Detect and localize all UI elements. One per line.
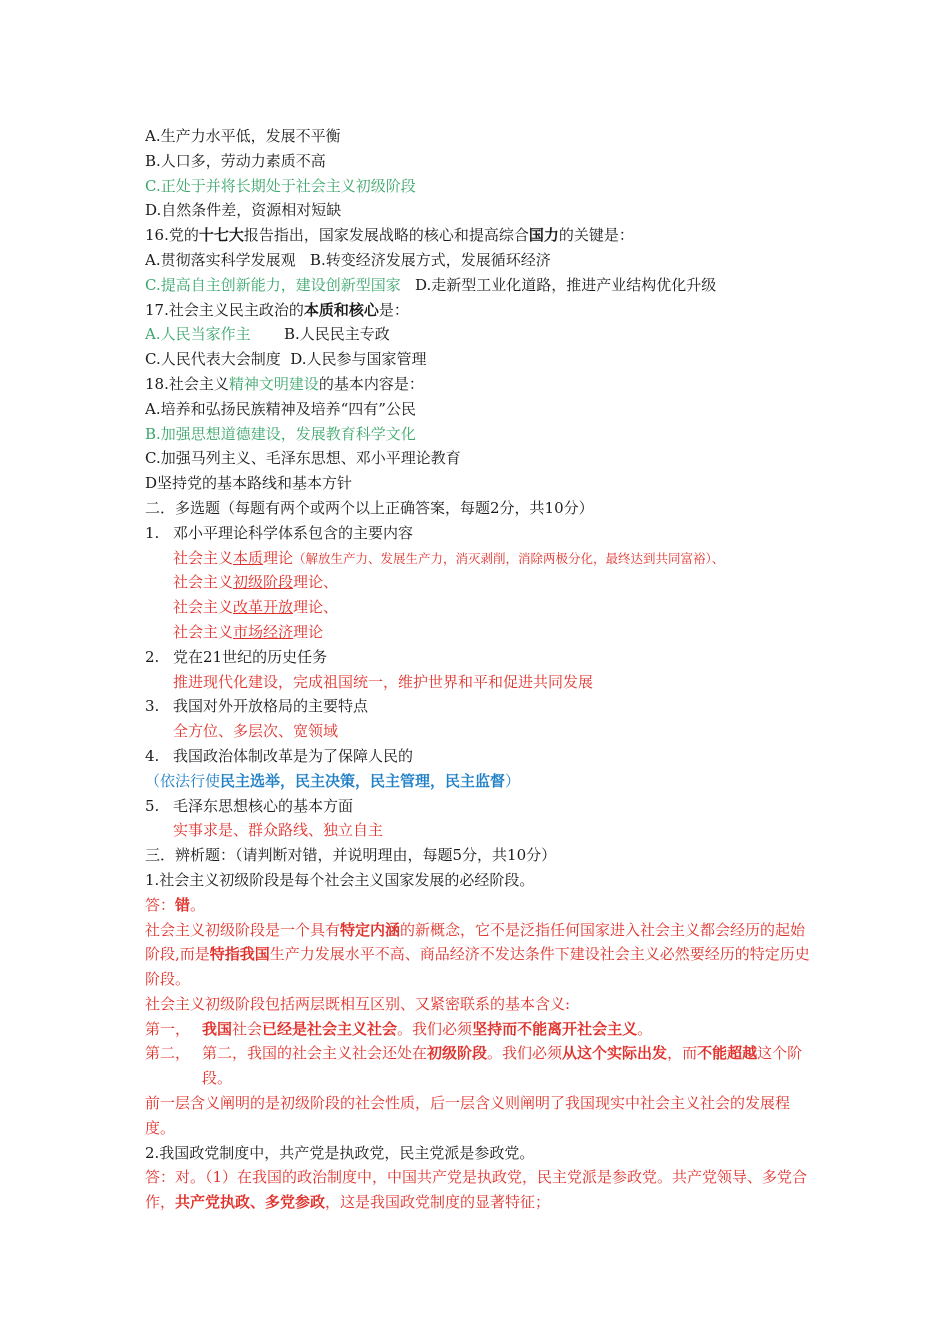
q17-option-b: B.人民民主专政 [284,325,390,344]
q18-option-d: D坚持党的基本路线和基本方针 [145,474,353,493]
s3-q2: 2.我国政党制度中，共产党是执政党，民主党派是参政党。 [145,1143,535,1162]
s2-q1: 1. 邓小平理论科学体系包含的主要内容 [145,523,414,542]
q15-option-c-answer: C.正处于并将长期处于社会主义初级阶段 [145,176,416,195]
q16-option-b: B.转变经济发展方式，发展循环经济 [309,250,551,269]
s3-q1-paragraph-1: 社会主义初级阶段是一个具有特定内涵的新概念，它不是泛指任何国家进入社会主义都会经历的起始阶段,而是特指我国生产力发展水平不高、商品经济不发达条件下建设社会主义必然要经历的特定历史阶段。 [145,920,810,989]
q17-option-a-answer: A.人民当家作主 [145,325,251,344]
q16-option-a: A.贯彻落实科学发展观 [145,250,296,269]
q17-options-cd [145,347,810,372]
s3-q1-answer: 答：错。 [145,895,206,914]
s2-q1-answer-1: 社会主义本质理论（解放生产力、发展生产力，消灭剥削，消除两极分化，最终达到共同富裕）、 [173,548,725,567]
s2-q1-answer-3: 社会主义改革开放理论、 [173,598,339,617]
s3-q1: 1.社会主义初级阶段是每个社会主义国家发展的必经阶段。 [145,870,535,889]
q16-options-ab [145,248,810,273]
s3-q2-answer: 答：对。（1）在我国的政治制度中，中国共产党是执政党，民主党派是参政党。共产党领导、多党合作，共产党执政、多党参政，这是我国政党制度的显著特征； [145,1168,808,1212]
s2-q2: 2. 党在21世纪的历史任务 [145,647,328,666]
section2-title: 二．多选题（每题有两个或两个以上正确答案，每题2分，共10分） [145,498,594,517]
s2-q5: 5. 毛泽东思想核心的基本方面 [145,796,354,815]
q17-options-ab [145,322,810,347]
s2-q5-answer: 实事求是、群众路线、独立自主 [173,821,384,840]
q15-option-b: B.人口多，劳动力素质不高 [145,151,326,170]
s3-q1-point-1: 第一， 我国社会已经是社会主义社会。我们必须坚持而不能离开社会主义。 [145,1019,653,1038]
q18-option-b-answer: B.加强思想道德建设，发展教育科学文化 [145,424,416,443]
s3-q1-paragraph-2: 社会主义初级阶段包括两层既相互区别、又紧密联系的基本含义: [145,994,571,1013]
q18-question: 18.社会主义精神文明建设的基本内容是： [145,374,424,393]
q18-option-c: C.加强马列主义、毛泽东思想、邓小平理论教育 [145,449,461,468]
q16-options-cd [145,273,810,298]
q18-option-a: A.培养和弘扬民族精神及培养“四有”公民 [145,399,416,418]
q17-question: 17.社会主义民主政治的本质和核心是： [145,300,409,319]
s2-q4-answer: （依法行使民主选举，民主决策，民主管理，民主监督） [145,771,521,790]
s2-q2-answer: 推进现代化建设，完成祖国统一，维护世界和平和促进共同发展 [173,672,594,691]
q15-option-a: A.生产力水平低，发展不平衡 [145,127,341,145]
s2-q3: 3. 我国对外开放格局的主要特点 [145,697,369,716]
q16-option-c-answer: C.提高自主创新能力，建设创新型国家 [145,275,401,294]
q16-option-d: D.走新型工业化道路，推进产业结构优化升级 [415,275,717,294]
q17-option-c: C.人民代表大会制度 [145,350,281,369]
q16-question: 16.党的十七大报告指出，国家发展战略的核心和提高综合国力的关键是： [145,226,634,245]
s2-q3-answer: 全方位、多层次、宽领域 [173,722,339,741]
s2-q4: 4. 我国政治体制改革是为了保障人民的 [145,746,414,765]
s3-q1-point-2: 第二， 第二，我国的社会主义社会还处在初级阶段。我们必须从这个实际出发，而不能超越这个阶段。 [145,1044,803,1088]
s2-q1-answer-2: 社会主义初级阶段理论、 [173,573,339,592]
s3-q1-paragraph-3: 前一层含义阐明的是初级阶段的社会性质，后一层含义则阐明了我国现实中社会主义社会的发展程度。 [145,1094,791,1137]
q17-option-d: D.人民参与国家管理 [290,350,427,369]
s2-q1-answer-4: 社会主义市场经济理论 [173,622,324,641]
document-page [145,124,810,1215]
q15-option-d: D.自然条件差，资源相对短缺 [145,201,342,220]
section3-title: 三．辨析题：（请判断对错，并说明理由，每题5分，共10分） [145,846,557,865]
